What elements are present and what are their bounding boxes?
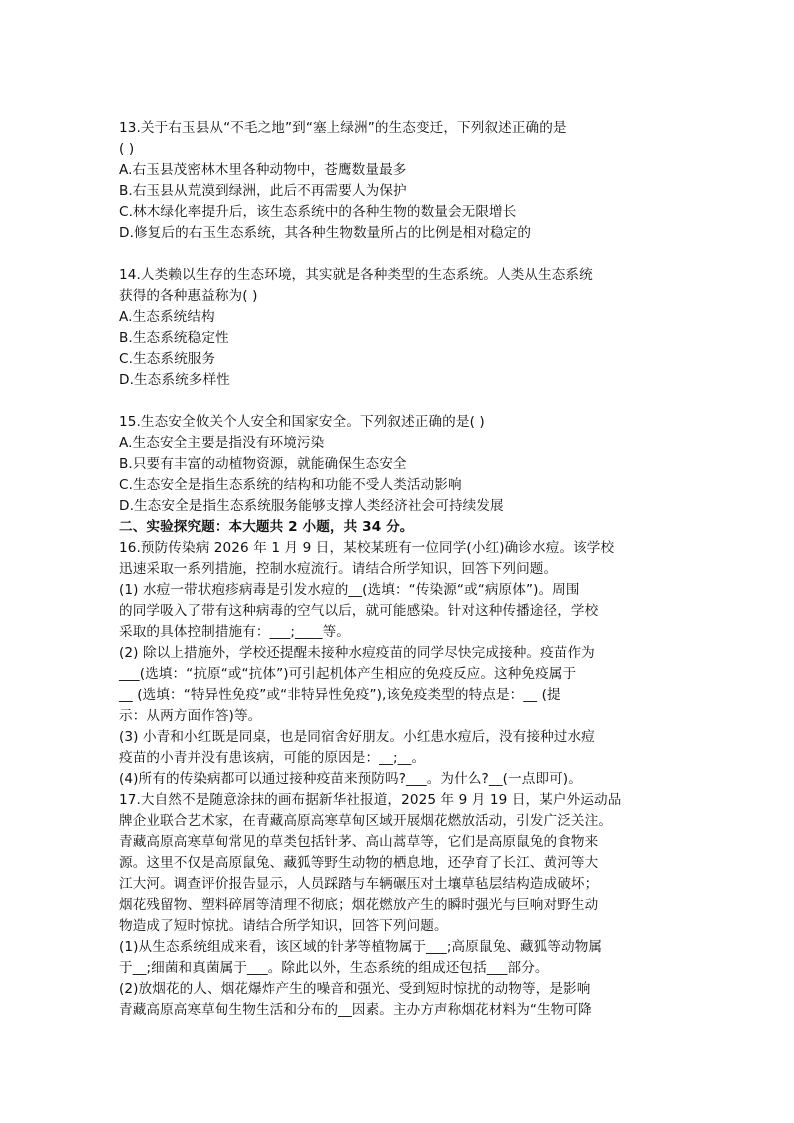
question-17-line: 青藏高原高寒草甸常见的草类包括针茅、高山蒿草等，它们是高原鼠兔的食物来 (119, 834, 599, 850)
question-13-option-b: B.右玉县从荒漠到绿洲，此后不再需要人为保护 (119, 183, 407, 199)
question-14-stem-line-1: 14.人类赖以生存的生态环境，其实就是各种类型的生态系统。人类从生态系统 (119, 267, 593, 283)
question-16-line: (3) 小青和小红既是同桌，也是同宿舍好朋友。小红患水痘后，没有接种过水痘 (119, 729, 595, 745)
question-13-option-a: A.右玉县茂密林木里各种动物中，苍鹰数量最多 (119, 162, 407, 178)
page-content (119, 118, 679, 1021)
question-15-option-a: A.生态安全主要是指没有环境污染 (119, 435, 325, 451)
question-16-line: 迅速采取一系列措施，控制水痘流行。请结合所学知识，回答下列问题。 (119, 561, 558, 577)
question-17-line: (1)从生态系统组成来看，该区域的针茅等植物属于___;高原鼠兔、藏狐等动物属 (119, 939, 603, 955)
question-16-line: 示：从两方面作答)等。 (119, 708, 262, 724)
question-14-option-a: A.生态系统结构 (119, 309, 215, 325)
question-16-line: 疫苗的小青并没有患该病，可能的原因是：__;__。 (119, 750, 426, 766)
question-14-stem-line-2: 获得的各种惠益称为( ) (119, 288, 258, 304)
section-heading: 二、实验探究题：本大题共 2 小题，共 34 分。 (119, 519, 414, 535)
question-13-option-c: C.林木绿化率提升后，该生态系统中的各种生物的数量会无限增长 (119, 204, 517, 220)
question-15-option-d: D.生态安全是指生态系统服务能够支撑人类经济社会可持续发展 (119, 498, 504, 514)
question-15-option-c: C.生态安全是指生态系统的结构和功能不受人类活动影响 (119, 477, 462, 493)
question-16-line: (1) 水痘一带状疱疹病毒是引发水痘的__(选填：“传染源“或“病原体”)。周围 (119, 582, 580, 598)
question-13 (119, 118, 679, 244)
question-17-line: 源。这里不仅是高原鼠兔、藏狐等野生动物的栖息地，还孕育了长江、黄河等大 (119, 855, 599, 871)
spacer (119, 391, 679, 412)
question-15-stem-line-1: 15.生态安全攸关个人安全和国家安全。下列叙述正确的是( ) (119, 414, 485, 430)
question-17-line: 青藏高原高寒草甸生物生活和分布的__因素。主办方声称烟花材料为“生物可降 (119, 1002, 592, 1018)
question-16 (119, 538, 679, 790)
question-17-line: 17.大自然不是随意涂抹的画布据新华社报道，2025 年 9 月 19 日，某户外运动品 (119, 792, 622, 808)
question-17-line: (2)放烟花的人、烟花爆炸产生的噪音和强光、受到短时惊扰的动物等，是影响 (119, 981, 591, 997)
spacer (119, 244, 679, 265)
question-16-line: __ (选填：“特异性免疫”或“非特异性免疫”),该免疫类型的特点是：__ (提 (119, 687, 561, 703)
question-17 (119, 790, 679, 1021)
question-17-line: 于__;细菌和真菌属于___。除此以外，生态系统的组成还包括___部分。 (119, 960, 549, 976)
question-17-line: 牌企业联合艺术家，在青藏高原高寒草甸区域开展烟花燃放活动，引发广泛关注。 (119, 813, 612, 829)
question-17-line: 烟花残留物、塑料碎屑等清理不彻底；烟花燃放产生的瞬时强光与巨响对野生动 (119, 897, 599, 913)
question-16-line: 采取的具体控制措施有：___;____等。 (119, 624, 350, 640)
question-13-stem-line-1: 13.关于右玉县从“不毛之地”到“塞上绿洲”的生态变迁，下列叙述正确的是 (119, 120, 567, 136)
question-15-option-b: B.只要有丰富的动植物资源，就能确保生态安全 (119, 456, 407, 472)
question-16-line: (2) 除以上措施外，学校还提醒未接种水痘疫苗的同学尽快完成接种。疫苗作为 (119, 645, 595, 661)
question-16-line: 的同学吸入了带有这种病毒的空气以后，就可能感染。针对这种传播途径，学校 (119, 603, 599, 619)
question-17-line: 江大河。调查评价报告显示，人员踩踏与车辆碾压对土壤草毡层结构造成破坏； (119, 876, 599, 892)
question-14-option-d: D.生态系统多样性 (119, 372, 230, 388)
question-14-option-b: B.生态系统稳定性 (119, 330, 229, 346)
question-14-option-c: C.生态系统服务 (119, 351, 216, 367)
question-16-line: ___(选填：“抗原“或“抗体”)可引起机体产生相应的免疫反应。这种免疫属于 (119, 666, 577, 682)
question-16-line: (4)所有的传染病都可以通过接种疫苗来预防吗?___。为什么?__(一点即可)。 (119, 771, 582, 787)
question-13-stem-line-2: ( ) (119, 141, 135, 157)
question-17-line: 物造成了短时惊扰。请结合所学知识，回答下列问题。 (119, 918, 448, 934)
question-16-line: 16.预防传染病 2026 年 1 月 9 日，某校某班有一位同学(小红)确诊水痘。该学校 (119, 540, 615, 556)
question-14 (119, 265, 679, 391)
question-13-option-d: D.修复后的右玉生态系统，其各种生物数量所占的比例是相对稳定的 (119, 225, 532, 241)
question-15 (119, 412, 679, 517)
